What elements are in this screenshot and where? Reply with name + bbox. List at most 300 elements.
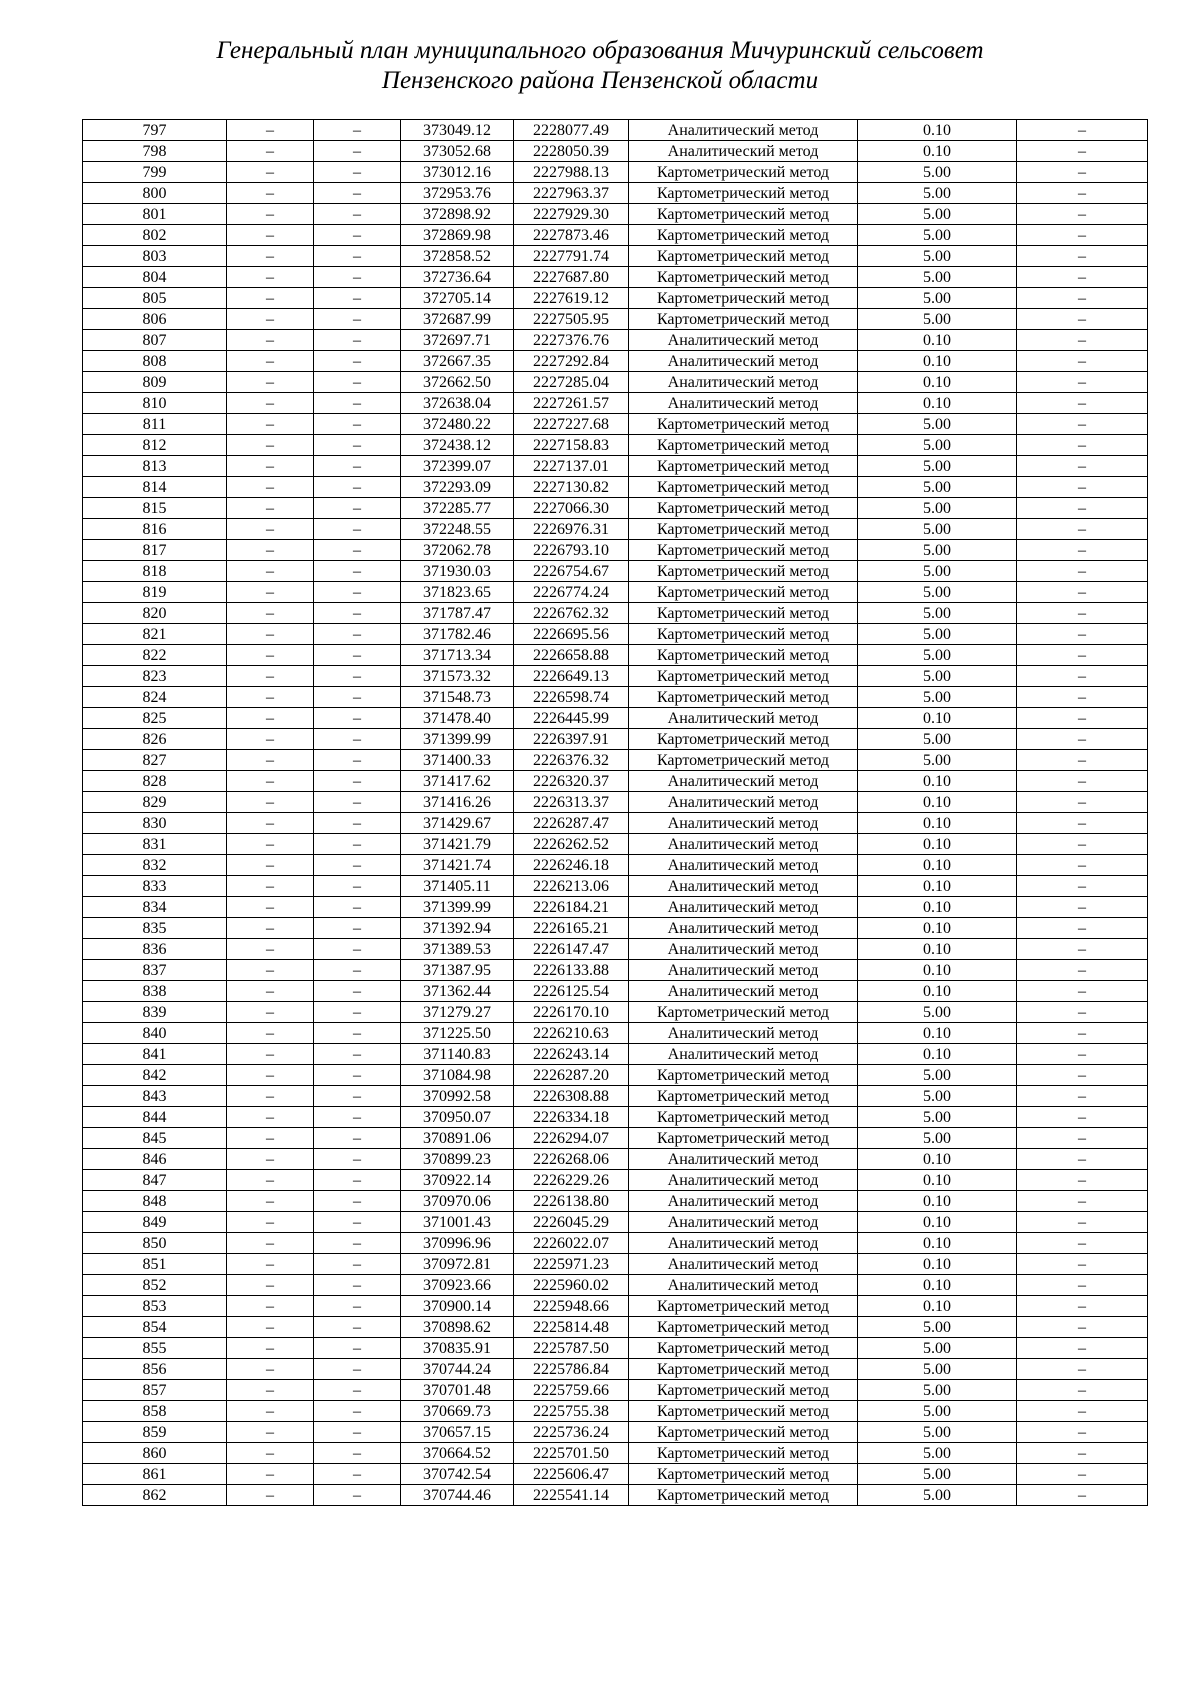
method-cell: Картометрический метод <box>629 225 858 246</box>
point-number-cell: 803 <box>83 246 227 267</box>
col-3-cell: – <box>314 498 401 519</box>
y-coordinate-cell: 2227505.95 <box>514 309 629 330</box>
col-8-cell: – <box>1017 834 1148 855</box>
x-coordinate-cell: 372285.77 <box>401 498 514 519</box>
accuracy-cell: 5.00 <box>858 1086 1017 1107</box>
col-2-cell: – <box>227 834 314 855</box>
accuracy-cell: 5.00 <box>858 246 1017 267</box>
accuracy-cell: 5.00 <box>858 645 1017 666</box>
col-3-cell: – <box>314 225 401 246</box>
x-coordinate-cell: 372293.09 <box>401 477 514 498</box>
table-row <box>83 687 1148 708</box>
y-coordinate-cell: 2226658.88 <box>514 645 629 666</box>
method-cell: Аналитический метод <box>629 897 858 918</box>
col-8-cell: – <box>1017 225 1148 246</box>
accuracy-cell: 5.00 <box>858 204 1017 225</box>
y-coordinate-cell: 2227376.76 <box>514 330 629 351</box>
col-8-cell: – <box>1017 1317 1148 1338</box>
y-coordinate-cell: 2226125.54 <box>514 981 629 1002</box>
x-coordinate-cell: 371823.65 <box>401 582 514 603</box>
accuracy-cell: 5.00 <box>858 162 1017 183</box>
x-coordinate-cell: 370950.07 <box>401 1107 514 1128</box>
point-number-cell: 802 <box>83 225 227 246</box>
col-2-cell: – <box>227 519 314 540</box>
y-coordinate-cell: 2227227.68 <box>514 414 629 435</box>
col-8-cell: – <box>1017 1464 1148 1485</box>
accuracy-cell: 5.00 <box>858 1359 1017 1380</box>
method-cell: Аналитический метод <box>629 1044 858 1065</box>
point-number-cell: 823 <box>83 666 227 687</box>
y-coordinate-cell: 2226243.14 <box>514 1044 629 1065</box>
x-coordinate-cell: 371392.94 <box>401 918 514 939</box>
col-2-cell: – <box>227 960 314 981</box>
y-coordinate-cell: 2228077.49 <box>514 120 629 141</box>
col-3-cell: – <box>314 1296 401 1317</box>
y-coordinate-cell: 2226762.32 <box>514 603 629 624</box>
accuracy-cell: 0.10 <box>858 792 1017 813</box>
table-row <box>83 1086 1148 1107</box>
col-8-cell: – <box>1017 540 1148 561</box>
y-coordinate-cell: 2226308.88 <box>514 1086 629 1107</box>
accuracy-cell: 0.10 <box>858 330 1017 351</box>
method-cell: Картометрический метод <box>629 1422 858 1443</box>
table-row <box>83 183 1148 204</box>
point-number-cell: 814 <box>83 477 227 498</box>
point-number-cell: 842 <box>83 1065 227 1086</box>
x-coordinate-cell: 373052.68 <box>401 141 514 162</box>
col-8-cell: – <box>1017 267 1148 288</box>
x-coordinate-cell: 370744.24 <box>401 1359 514 1380</box>
point-number-cell: 831 <box>83 834 227 855</box>
col-8-cell: – <box>1017 1149 1148 1170</box>
col-3-cell: – <box>314 267 401 288</box>
x-coordinate-cell: 371782.46 <box>401 624 514 645</box>
x-coordinate-cell: 370744.46 <box>401 1485 514 1506</box>
col-3-cell: – <box>314 204 401 225</box>
accuracy-cell: 5.00 <box>858 267 1017 288</box>
method-cell: Картометрический метод <box>629 288 858 309</box>
x-coordinate-cell: 372248.55 <box>401 519 514 540</box>
y-coordinate-cell: 2225736.24 <box>514 1422 629 1443</box>
table-row <box>83 246 1148 267</box>
table-row <box>83 918 1148 939</box>
x-coordinate-cell: 370899.23 <box>401 1149 514 1170</box>
col-8-cell: – <box>1017 750 1148 771</box>
col-8-cell: – <box>1017 1338 1148 1359</box>
col-3-cell: – <box>314 1170 401 1191</box>
table-row <box>83 1191 1148 1212</box>
x-coordinate-cell: 372705.14 <box>401 288 514 309</box>
col-8-cell: – <box>1017 1443 1148 1464</box>
point-number-cell: 841 <box>83 1044 227 1065</box>
point-number-cell: 801 <box>83 204 227 225</box>
point-number-cell: 847 <box>83 1170 227 1191</box>
col-3-cell: – <box>314 1149 401 1170</box>
x-coordinate-cell: 371548.73 <box>401 687 514 708</box>
y-coordinate-cell: 2227929.30 <box>514 204 629 225</box>
col-3-cell: – <box>314 1359 401 1380</box>
col-2-cell: – <box>227 1338 314 1359</box>
col-8-cell: – <box>1017 309 1148 330</box>
col-3-cell: – <box>314 519 401 540</box>
col-8-cell: – <box>1017 414 1148 435</box>
col-8-cell: – <box>1017 1191 1148 1212</box>
col-2-cell: – <box>227 1275 314 1296</box>
x-coordinate-cell: 371140.83 <box>401 1044 514 1065</box>
point-number-cell: 820 <box>83 603 227 624</box>
accuracy-cell: 0.10 <box>858 1023 1017 1044</box>
col-3-cell: – <box>314 435 401 456</box>
col-2-cell: – <box>227 393 314 414</box>
x-coordinate-cell: 372062.78 <box>401 540 514 561</box>
col-8-cell: – <box>1017 729 1148 750</box>
y-coordinate-cell: 2226133.88 <box>514 960 629 981</box>
x-coordinate-cell: 370923.66 <box>401 1275 514 1296</box>
accuracy-cell: 5.00 <box>858 498 1017 519</box>
x-coordinate-cell: 370835.91 <box>401 1338 514 1359</box>
accuracy-cell: 0.10 <box>858 1233 1017 1254</box>
accuracy-cell: 5.00 <box>858 435 1017 456</box>
header-title-line-2: Пензенского района Пензенской области <box>381 67 819 94</box>
point-number-cell: 827 <box>83 750 227 771</box>
method-cell: Картометрический метод <box>629 540 858 561</box>
point-number-cell: 824 <box>83 687 227 708</box>
col-2-cell: – <box>227 624 314 645</box>
col-2-cell: – <box>227 1191 314 1212</box>
method-cell: Картометрический метод <box>629 1296 858 1317</box>
point-number-cell: 805 <box>83 288 227 309</box>
x-coordinate-cell: 372687.99 <box>401 309 514 330</box>
col-8-cell: – <box>1017 1275 1148 1296</box>
y-coordinate-cell: 2227988.13 <box>514 162 629 183</box>
col-8-cell: – <box>1017 435 1148 456</box>
col-3-cell: – <box>314 1464 401 1485</box>
col-3-cell: – <box>314 561 401 582</box>
method-cell: Картометрический метод <box>629 1464 858 1485</box>
y-coordinate-cell: 2226294.07 <box>514 1128 629 1149</box>
table-row <box>83 372 1148 393</box>
y-coordinate-cell: 2226210.63 <box>514 1023 629 1044</box>
accuracy-cell: 5.00 <box>858 624 1017 645</box>
table-row <box>83 666 1148 687</box>
col-8-cell: – <box>1017 1380 1148 1401</box>
col-8-cell: – <box>1017 1212 1148 1233</box>
y-coordinate-cell: 2227292.84 <box>514 351 629 372</box>
point-number-cell: 819 <box>83 582 227 603</box>
point-number-cell: 821 <box>83 624 227 645</box>
x-coordinate-cell: 372736.64 <box>401 267 514 288</box>
accuracy-cell: 0.10 <box>858 393 1017 414</box>
y-coordinate-cell: 2225787.50 <box>514 1338 629 1359</box>
point-number-cell: 849 <box>83 1212 227 1233</box>
col-8-cell: – <box>1017 624 1148 645</box>
method-cell: Картометрический метод <box>629 1380 858 1401</box>
col-2-cell: – <box>227 267 314 288</box>
col-8-cell: – <box>1017 141 1148 162</box>
table-row <box>83 309 1148 330</box>
point-number-cell: 804 <box>83 267 227 288</box>
header-title-line-1: Генеральный план муниципального образования Мичуринский сельсовет <box>216 37 984 64</box>
table-row <box>83 624 1148 645</box>
point-number-cell: 817 <box>83 540 227 561</box>
x-coordinate-cell: 371417.62 <box>401 771 514 792</box>
y-coordinate-cell: 2227137.01 <box>514 456 629 477</box>
col-2-cell: – <box>227 351 314 372</box>
point-number-cell: 812 <box>83 435 227 456</box>
col-3-cell: – <box>314 750 401 771</box>
point-number-cell: 809 <box>83 372 227 393</box>
accuracy-cell: 5.00 <box>858 666 1017 687</box>
x-coordinate-cell: 372662.50 <box>401 372 514 393</box>
point-number-cell: 797 <box>83 120 227 141</box>
method-cell: Аналитический метод <box>629 813 858 834</box>
col-3-cell: – <box>314 288 401 309</box>
x-coordinate-cell: 371421.74 <box>401 855 514 876</box>
y-coordinate-cell: 2227791.74 <box>514 246 629 267</box>
col-2-cell: – <box>227 876 314 897</box>
col-3-cell: – <box>314 1044 401 1065</box>
table-row <box>83 729 1148 750</box>
point-number-cell: 838 <box>83 981 227 1002</box>
col-2-cell: – <box>227 372 314 393</box>
point-number-cell: 861 <box>83 1464 227 1485</box>
point-number-cell: 862 <box>83 1485 227 1506</box>
method-cell: Картометрический метод <box>629 1359 858 1380</box>
col-2-cell: – <box>227 1254 314 1275</box>
col-2-cell: – <box>227 1065 314 1086</box>
y-coordinate-cell: 2226184.21 <box>514 897 629 918</box>
col-2-cell: – <box>227 708 314 729</box>
accuracy-cell: 5.00 <box>858 540 1017 561</box>
x-coordinate-cell: 370992.58 <box>401 1086 514 1107</box>
col-8-cell: – <box>1017 855 1148 876</box>
method-cell: Картометрический метод <box>629 1107 858 1128</box>
table-row <box>83 477 1148 498</box>
col-2-cell: – <box>227 162 314 183</box>
accuracy-cell: 5.00 <box>858 1422 1017 1443</box>
y-coordinate-cell: 2226170.10 <box>514 1002 629 1023</box>
point-number-cell: 857 <box>83 1380 227 1401</box>
col-3-cell: – <box>314 1212 401 1233</box>
x-coordinate-cell: 371416.26 <box>401 792 514 813</box>
table-row <box>83 1338 1148 1359</box>
method-cell: Аналитический метод <box>629 876 858 897</box>
col-3-cell: – <box>314 813 401 834</box>
x-coordinate-cell: 372898.92 <box>401 204 514 225</box>
method-cell: Картометрический метод <box>629 162 858 183</box>
table-row <box>83 1023 1148 1044</box>
table-row <box>83 1485 1148 1506</box>
x-coordinate-cell: 371399.99 <box>401 897 514 918</box>
col-3-cell: – <box>314 1086 401 1107</box>
y-coordinate-cell: 2226213.06 <box>514 876 629 897</box>
col-3-cell: – <box>314 981 401 1002</box>
point-number-cell: 835 <box>83 918 227 939</box>
col-2-cell: – <box>227 813 314 834</box>
method-cell: Аналитический метод <box>629 981 858 1002</box>
col-8-cell: – <box>1017 120 1148 141</box>
col-3-cell: – <box>314 246 401 267</box>
accuracy-cell: 5.00 <box>858 183 1017 204</box>
y-coordinate-cell: 2226445.99 <box>514 708 629 729</box>
col-2-cell: – <box>227 897 314 918</box>
method-cell: Картометрический метод <box>629 1086 858 1107</box>
col-2-cell: – <box>227 687 314 708</box>
col-3-cell: – <box>314 624 401 645</box>
x-coordinate-cell: 372697.71 <box>401 330 514 351</box>
col-3-cell: – <box>314 456 401 477</box>
method-cell: Картометрический метод <box>629 624 858 645</box>
x-coordinate-cell: 372438.12 <box>401 435 514 456</box>
col-3-cell: – <box>314 1065 401 1086</box>
y-coordinate-cell: 2225759.66 <box>514 1380 629 1401</box>
method-cell: Аналитический метод <box>629 1149 858 1170</box>
point-number-cell: 822 <box>83 645 227 666</box>
col-2-cell: – <box>227 666 314 687</box>
col-3-cell: – <box>314 792 401 813</box>
x-coordinate-cell: 372858.52 <box>401 246 514 267</box>
x-coordinate-cell: 373049.12 <box>401 120 514 141</box>
col-8-cell: – <box>1017 939 1148 960</box>
col-2-cell: – <box>227 414 314 435</box>
method-cell: Аналитический метод <box>629 1254 858 1275</box>
accuracy-cell: 0.10 <box>858 372 1017 393</box>
point-number-cell: 825 <box>83 708 227 729</box>
table-row <box>83 1128 1148 1149</box>
accuracy-cell: 5.00 <box>858 1002 1017 1023</box>
x-coordinate-cell: 372869.98 <box>401 225 514 246</box>
col-3-cell: – <box>314 120 401 141</box>
accuracy-cell: 5.00 <box>858 477 1017 498</box>
col-2-cell: – <box>227 1128 314 1149</box>
x-coordinate-cell: 370922.14 <box>401 1170 514 1191</box>
table-row <box>83 1296 1148 1317</box>
method-cell: Картометрический метод <box>629 309 858 330</box>
col-8-cell: – <box>1017 1065 1148 1086</box>
method-cell: Картометрический метод <box>629 1443 858 1464</box>
col-3-cell: – <box>314 960 401 981</box>
table-row <box>83 435 1148 456</box>
y-coordinate-cell: 2226147.47 <box>514 939 629 960</box>
col-2-cell: – <box>227 918 314 939</box>
point-number-cell: 840 <box>83 1023 227 1044</box>
x-coordinate-cell: 370996.96 <box>401 1233 514 1254</box>
point-number-cell: 833 <box>83 876 227 897</box>
col-2-cell: – <box>227 435 314 456</box>
point-number-cell: 851 <box>83 1254 227 1275</box>
col-2-cell: – <box>227 246 314 267</box>
col-3-cell: – <box>314 1107 401 1128</box>
table-row <box>83 897 1148 918</box>
col-3-cell: – <box>314 414 401 435</box>
accuracy-cell: 5.00 <box>858 309 1017 330</box>
y-coordinate-cell: 2226320.37 <box>514 771 629 792</box>
col-3-cell: – <box>314 582 401 603</box>
col-2-cell: – <box>227 309 314 330</box>
accuracy-cell: 5.00 <box>858 729 1017 750</box>
table-row <box>83 1317 1148 1338</box>
y-coordinate-cell: 2227261.57 <box>514 393 629 414</box>
table-row <box>83 1002 1148 1023</box>
y-coordinate-cell: 2226313.37 <box>514 792 629 813</box>
x-coordinate-cell: 371399.99 <box>401 729 514 750</box>
accuracy-cell: 0.10 <box>858 1170 1017 1191</box>
accuracy-cell: 5.00 <box>858 1464 1017 1485</box>
point-number-cell: 807 <box>83 330 227 351</box>
col-2-cell: – <box>227 645 314 666</box>
col-2-cell: – <box>227 330 314 351</box>
accuracy-cell: 0.10 <box>858 897 1017 918</box>
col-8-cell: – <box>1017 582 1148 603</box>
method-cell: Аналитический метод <box>629 120 858 141</box>
method-cell: Аналитический метод <box>629 834 858 855</box>
table-row <box>83 288 1148 309</box>
y-coordinate-cell: 2226334.18 <box>514 1107 629 1128</box>
y-coordinate-cell: 2227066.30 <box>514 498 629 519</box>
x-coordinate-cell: 371400.33 <box>401 750 514 771</box>
y-coordinate-cell: 2226287.47 <box>514 813 629 834</box>
point-number-cell: 828 <box>83 771 227 792</box>
col-2-cell: – <box>227 981 314 1002</box>
table-row <box>83 1212 1148 1233</box>
table-row <box>83 603 1148 624</box>
table-row <box>83 1065 1148 1086</box>
col-8-cell: – <box>1017 603 1148 624</box>
col-3-cell: – <box>314 1002 401 1023</box>
accuracy-cell: 0.10 <box>858 960 1017 981</box>
y-coordinate-cell: 2225814.48 <box>514 1317 629 1338</box>
col-3-cell: – <box>314 1317 401 1338</box>
col-8-cell: – <box>1017 918 1148 939</box>
y-coordinate-cell: 2225755.38 <box>514 1401 629 1422</box>
x-coordinate-cell: 370972.81 <box>401 1254 514 1275</box>
col-3-cell: – <box>314 918 401 939</box>
col-8-cell: – <box>1017 645 1148 666</box>
x-coordinate-cell: 371001.43 <box>401 1212 514 1233</box>
accuracy-cell: 5.00 <box>858 603 1017 624</box>
x-coordinate-cell: 370900.14 <box>401 1296 514 1317</box>
col-3-cell: – <box>314 1443 401 1464</box>
y-coordinate-cell: 2226376.32 <box>514 750 629 771</box>
y-coordinate-cell: 2225971.23 <box>514 1254 629 1275</box>
table-row <box>83 162 1148 183</box>
point-number-cell: 832 <box>83 855 227 876</box>
col-2-cell: – <box>227 582 314 603</box>
x-coordinate-cell: 370891.06 <box>401 1128 514 1149</box>
x-coordinate-cell: 371787.47 <box>401 603 514 624</box>
point-number-cell: 813 <box>83 456 227 477</box>
col-3-cell: – <box>314 708 401 729</box>
point-number-cell: 858 <box>83 1401 227 1422</box>
accuracy-cell: 0.10 <box>858 939 1017 960</box>
table-row <box>83 498 1148 519</box>
accuracy-cell: 0.10 <box>858 1275 1017 1296</box>
accuracy-cell: 5.00 <box>858 288 1017 309</box>
y-coordinate-cell: 2225960.02 <box>514 1275 629 1296</box>
y-coordinate-cell: 2225786.84 <box>514 1359 629 1380</box>
col-2-cell: – <box>227 1170 314 1191</box>
method-cell: Картометрический метод <box>629 750 858 771</box>
x-coordinate-cell: 370657.15 <box>401 1422 514 1443</box>
y-coordinate-cell: 2226793.10 <box>514 540 629 561</box>
col-8-cell: – <box>1017 183 1148 204</box>
table-row <box>83 1044 1148 1065</box>
accuracy-cell: 5.00 <box>858 1107 1017 1128</box>
y-coordinate-cell: 2227687.80 <box>514 267 629 288</box>
col-2-cell: – <box>227 1317 314 1338</box>
y-coordinate-cell: 2226246.18 <box>514 855 629 876</box>
y-coordinate-cell: 2226045.29 <box>514 1212 629 1233</box>
